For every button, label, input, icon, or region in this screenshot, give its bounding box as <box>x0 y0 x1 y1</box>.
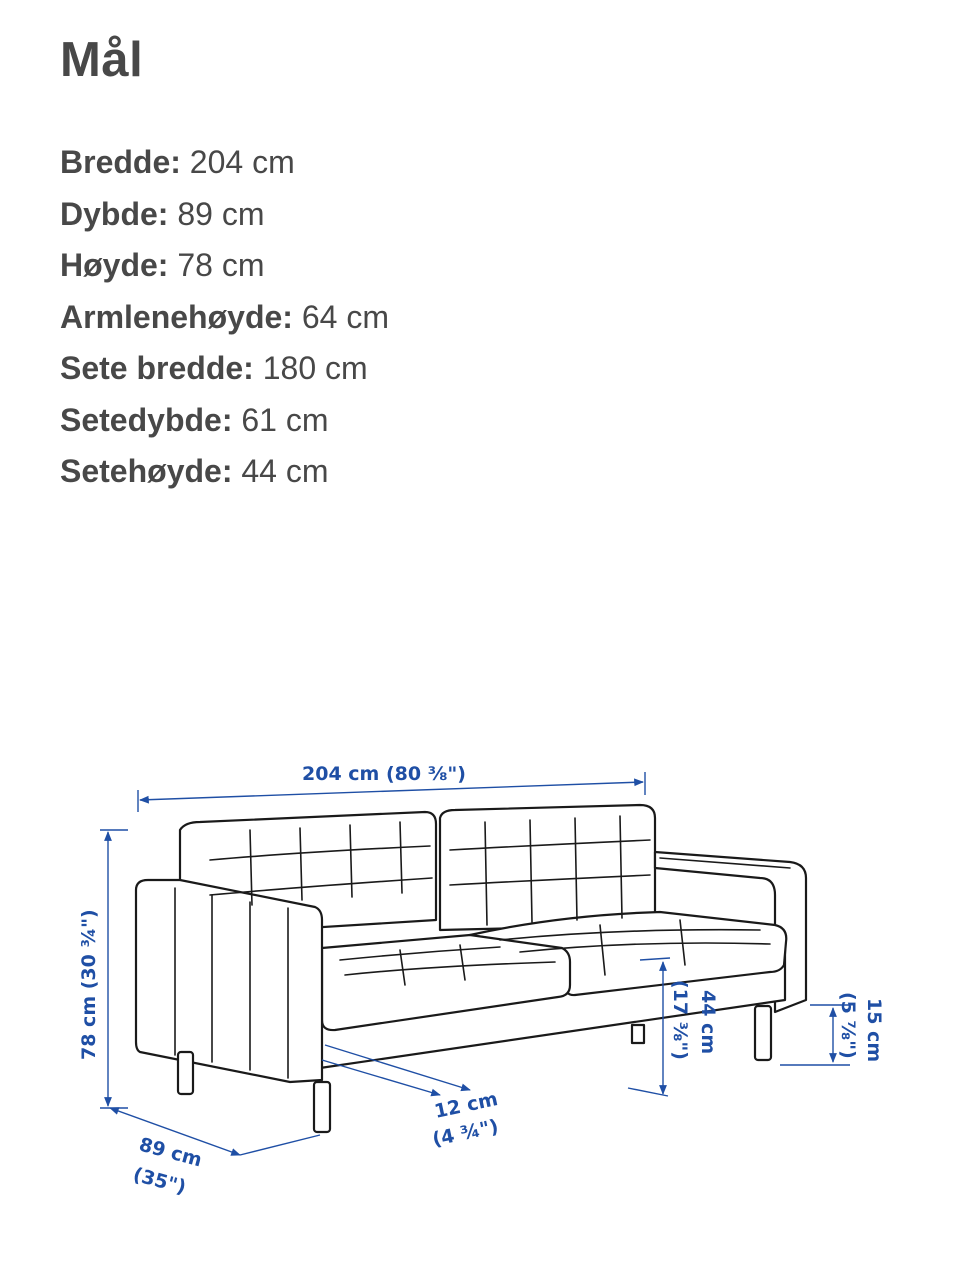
sofa-leg-back <box>632 1025 644 1043</box>
dimension-value: 78 cm <box>177 247 265 283</box>
leg-height-label-cm: 15 cm <box>863 998 885 1063</box>
dimension-row-seat-width <box>60 343 389 395</box>
dimension-value: 44 cm <box>241 453 329 489</box>
dimensions-list <box>60 137 389 498</box>
width-label: 204 cm (80 ⅜") <box>302 763 466 785</box>
dimension-label: Dybde: <box>60 195 169 232</box>
dimension-value: 89 cm <box>177 195 265 232</box>
dimension-label: Setehøyde: <box>60 453 233 489</box>
sofa-line-drawing <box>0 720 960 1220</box>
dimension-label: Høyde: <box>60 247 169 283</box>
dimension-label: Setedybde: <box>60 401 233 438</box>
page-title: Mål <box>60 33 144 87</box>
dimension-value: 64 cm <box>301 298 389 335</box>
depth-label-cm: 89 cm <box>136 1133 205 1172</box>
height-label: 78 cm (30 ¾") <box>78 909 100 1060</box>
dimension-label: Armlenehøyde: <box>60 298 293 335</box>
dimension-label: Sete bredde: <box>60 350 254 386</box>
arm-offset-label-cm: 12 cm <box>432 1088 500 1123</box>
dimension-row-width <box>60 137 389 189</box>
sofa-leg-right <box>755 1006 771 1060</box>
dimension-label: Bredde: <box>60 144 181 180</box>
depth-label-in: (35") <box>130 1163 189 1199</box>
seat-height-label-cm: 44 cm <box>697 990 719 1055</box>
sofa-dimension-diagram <box>0 720 960 1220</box>
dimension-row-seat-height <box>60 446 389 498</box>
dimension-row-armrest-height <box>60 292 389 344</box>
dimension-value: 61 cm <box>241 401 329 438</box>
seat-height-label-in: (17 ⅜") <box>669 980 691 1060</box>
armrest-left <box>136 880 322 1082</box>
dimension-row-depth <box>60 189 389 241</box>
dimension-value: 180 cm <box>262 350 368 386</box>
dimension-value: 204 cm <box>189 144 295 180</box>
dimension-row-height <box>60 240 389 292</box>
back-cushion-right <box>440 805 655 930</box>
arm-offset-label-in: (4 ¾") <box>430 1115 501 1151</box>
leg-height-label-in: (5 ⅞") <box>837 992 859 1059</box>
dimension-row-seat-depth <box>60 395 389 447</box>
sofa-leg-front-left <box>178 1052 193 1094</box>
sofa-leg-front-right <box>314 1082 330 1132</box>
